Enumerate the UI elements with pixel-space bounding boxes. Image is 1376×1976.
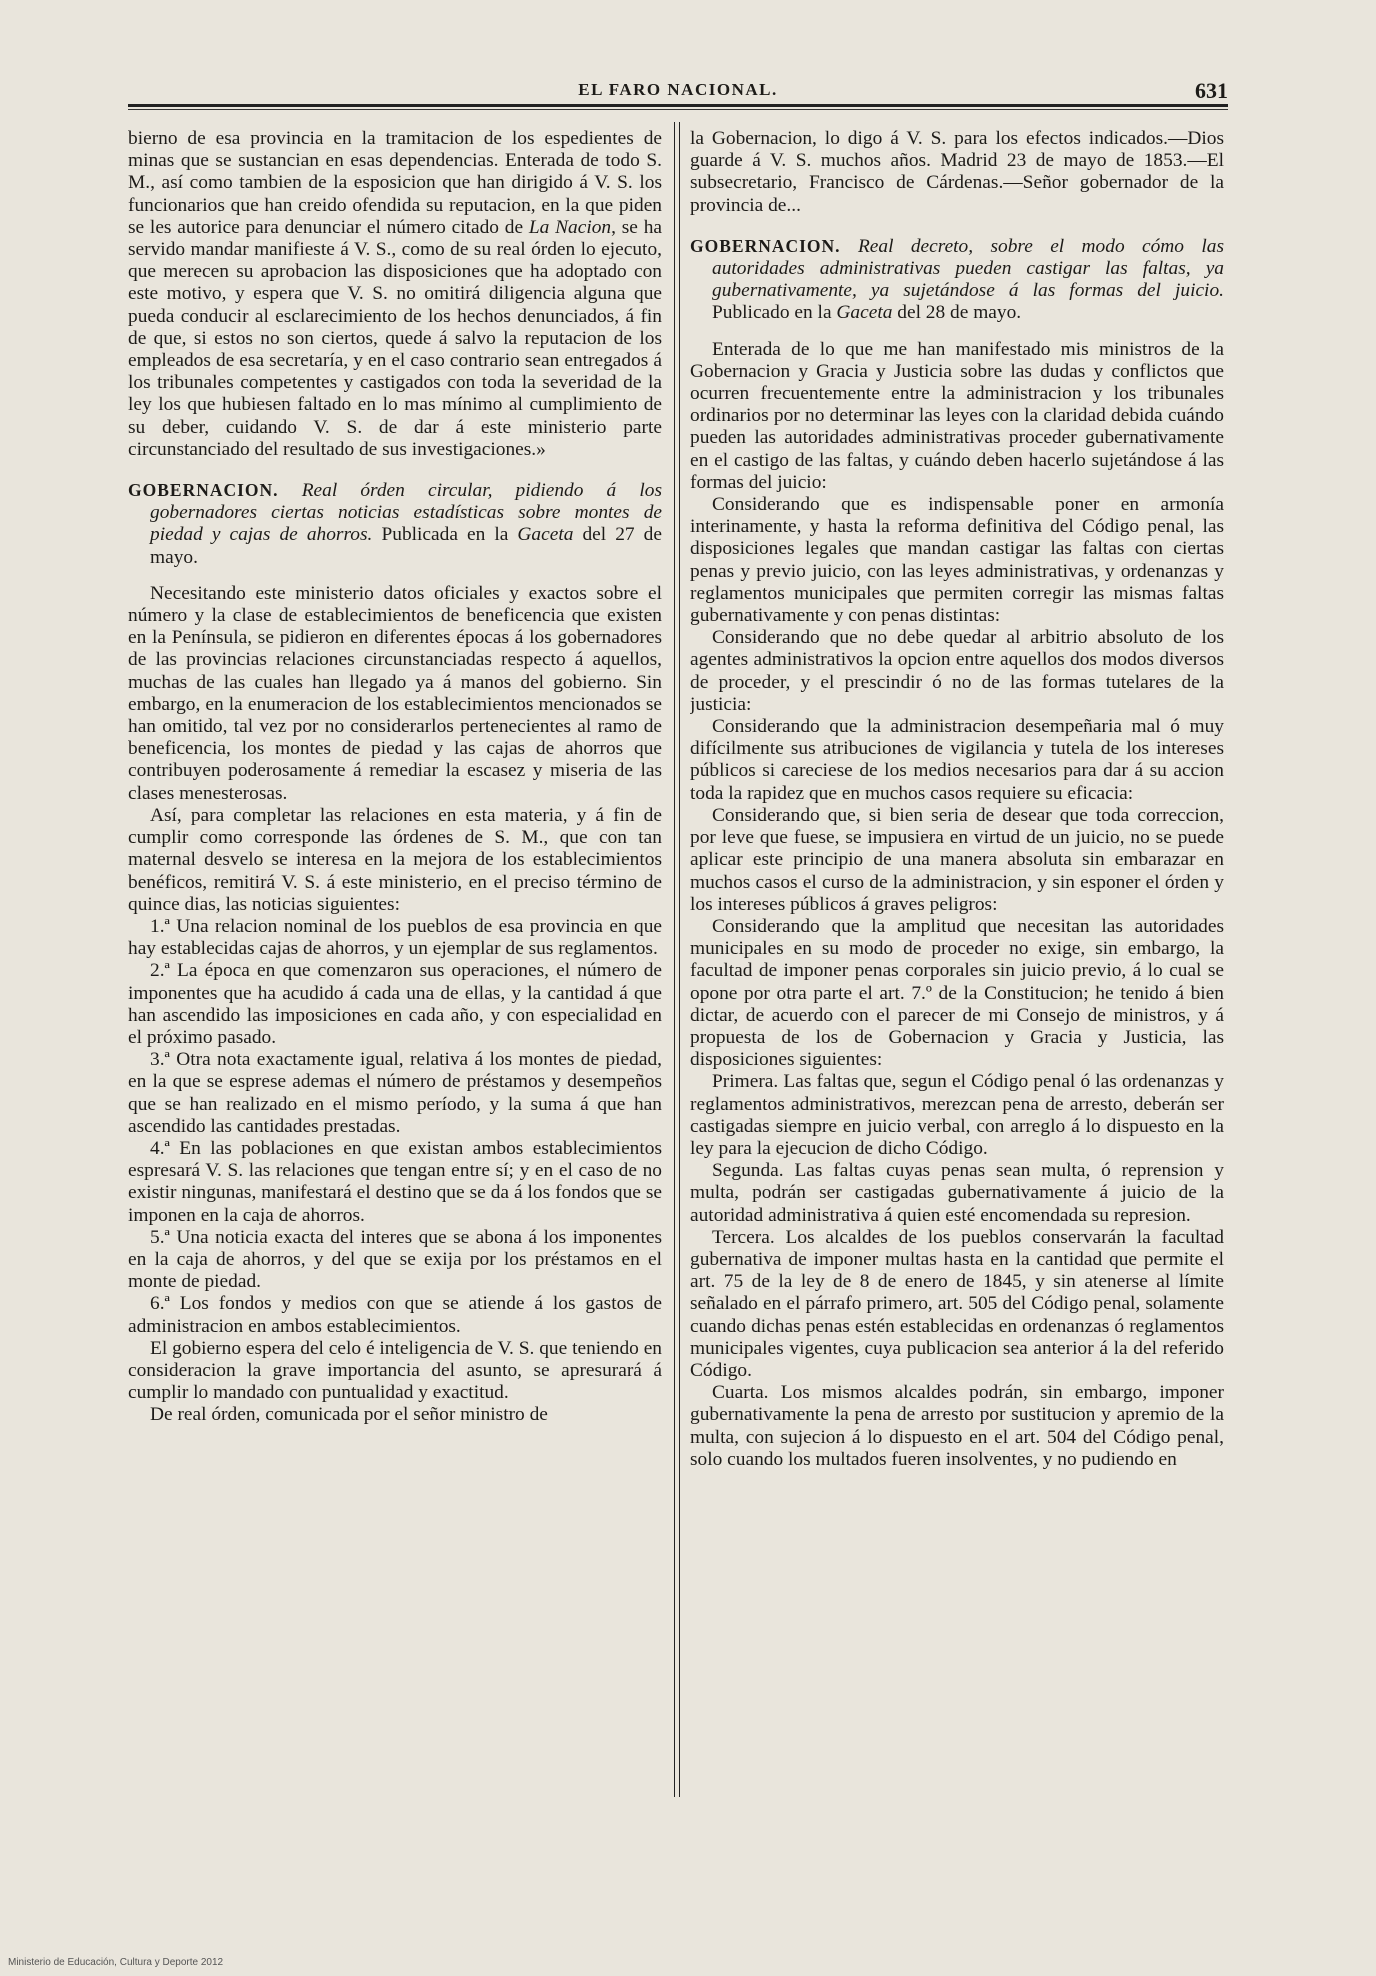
- heading-label: GOBERNACION.: [690, 235, 841, 256]
- body-paragraph: De real órden, comunicada por el señor ministro de: [150, 1404, 548, 1426]
- header-rule-thin: [128, 109, 1228, 110]
- section-heading-decree: [690, 235, 1224, 325]
- intro-text-continued: , se ha servido mandar manifieste á V. S., como de su real órden lo ejecuto, que merecen su aprobacion las disposiciones que ha adoptado con este motivo, y espera que V. S. no omitirá diligencia alguna que pueda conducir al esclarecimiento de los hechos denunciados, á fin de que, si estos no son ciertos, quede á salvo la reputacion de los empleados de esa secretaría, y en el caso contrario sean entregados á los tribunales competentes y castigados con toda la severidad de la ley los que hubiesen faltado en lo mas mínimo al cumplimiento de su deber, cuidando V. S. de dar á este ministerio parte circunstanciado del resultado de sus investigaciones.»: [128, 216, 662, 460]
- heading-pub: Publicada en la: [381, 524, 509, 546]
- list-item: 2.ª La época en que comenzaron sus operaciones, el número de imponentes que ha acudido á cada una de ellas, y la cantidad á que han ascendido las imposiciones en cada año, y con especialidad en el próximo pasado.: [128, 960, 662, 1048]
- right-column: [690, 128, 1224, 1800]
- heading-pub: Publicado en la: [712, 302, 832, 324]
- heading-pub-gazette: Gaceta: [517, 524, 574, 546]
- body-paragraph: Considerando que, si bien seria de desear que toda correccion, por leve que fuese, se impusiera en virtud de un juicio, no se puede aplicar este principio de una manera absoluta sin embarazar en muchos casos el curso de la administracion, y sin esponer el órden y los intereses públicos á graves peligros:: [690, 804, 1224, 915]
- newspaper-title: EL FARO NACIONAL.: [578, 80, 778, 99]
- article-paragraph: Cuarta. Los mismos alcaldes podrán, sin embargo, imponer gubernativamente la pena de arresto por sustitucion y apremio de la multa, con sujecion á lo dispuesto en el art. 504 del Código penal, solo cuando los multados fueren insolventes, y no pudiendo en: [690, 1382, 1224, 1470]
- body-paragraph: El gobierno espera del celo é inteligencia de V. S. que teniendo en consideracion la grave importancia del asunto, se apresurará á cumplir lo mandado con puntualidad y exactitud.: [128, 1337, 662, 1404]
- article-paragraph: Tercera. Los alcaldes de los pueblos conservarán la facultad gubernativa de imponer multas hasta en la cantidad que permite el art. 75 de la ley de 8 de enero de 1845, y sin atenerse al límite señalado en el párrafo primero, art. 505 del Código penal, solamente cuando dichas penas estén establecidas en ordenanzas ó reglamentos municipales vigentes, cuya publicacion sea anterior á la del referido Código.: [690, 1226, 1224, 1381]
- heading-pub-date: del 27 de mayo.: [150, 524, 662, 568]
- list-item: 4.ª En las poblaciones en que existan ambos establecimientos espresará V. S. las relaciones que tengan entre sí; y en el caso de no existir ningunas, manifestará el destino que se da á los fondos que se imponen en la caja de ahorros.: [128, 1137, 662, 1226]
- body-paragraph: Considerando que es indispensable poner en armonía interinamente, y hasta la reforma definitiva del Código penal, las disposiciones legales que mandan castigar las faltas con ciertas penas y previo juicio, con las leyes administrativas, y ordenanzas y reglamentos municipales que permiten corregir las mismas faltas gubernativamente y con penas distintas:: [690, 494, 1224, 627]
- page-number: 631: [1195, 78, 1228, 103]
- intro-paragraph: [128, 128, 662, 461]
- heading-title: Real decreto, sobre el modo cómo las autoridades administrativas pueden castigar las faltas, ya gubernativamente, ya sujetándose á las formas del juicio.: [712, 235, 1224, 302]
- heading-pub-gazette: Gaceta: [836, 302, 893, 324]
- heading-label: GOBERNACION.: [128, 480, 279, 501]
- body-paragraph: Considerando que la administracion desempeñaria mal ó muy difícilmente sus atribuciones de vigilancia y tutela de los intereses públicos si careciese de los medios necesarios para dar á su accion toda la rapidez que en muchos casos requiere su eficacia:: [690, 716, 1224, 804]
- list-item: 5.ª Una noticia exacta del interes que se abona á los imponentes en la caja de ahorros, y del que se exija por los préstamos en el monte de piedad.: [128, 1226, 662, 1293]
- list-item: 1.ª Una relacion nominal de los pueblos de esa provincia en que hay establecidas cajas de ahorros, y un ejemplar de sus reglamentos.: [128, 915, 662, 960]
- intro-newspaper-name: La Nacion: [528, 216, 612, 238]
- intro-text: bierno de esa provincia en la tramitacion de los espedientes de minas que se sustancian en esas dependencias. Enterada de todo S. M., así como tambien de la esposicion que han dirigido á V. S. los funcionarios que han creido ofendida su reputacion, en la que piden se les autorice para denunciar el número citado de: [128, 128, 662, 238]
- header-rule: [128, 104, 1228, 107]
- body-paragraph: Considerando que la amplitud que necesitan las autoridades municipales en su modo de proceder no exige, sin embargo, la facultad de imponer penas corporales sin juicio previo, á lo cual se opone por otra parte el art. 7.º de la Constitucion; he tenido á bien dictar, de acuerdo con el parecer de mi Consejo de ministros, y á propuesta de los de Gobernacion y Gracia y Justicia, las disposiciones siguientes:: [690, 915, 1224, 1071]
- list-item: 6.ª Los fondos y medios con que se atiende á los gastos de administracion en ambos establecimientos.: [128, 1293, 662, 1337]
- body-paragraph: la Gobernacion, lo digo á V. S. para los efectos indicados.—Dios guarde á V. S. muchos años. Madrid 23 de mayo de 1853.—El subsecretario, Francisco de Cárdenas.—Señor gobernador de la provincia de...: [690, 128, 1224, 216]
- article-paragraph: Primera. Las faltas que, segun el Código penal ó las ordenanzas y reglamentos administrativos, merezcan pena de arresto, deberán ser castigadas siempre en juicio verbal, con arreglo á lo dispuesto en la ley para la ejecucion de dicho Código.: [690, 1071, 1224, 1159]
- article-paragraph: Segunda. Las faltas cuyas penas sean multa, ó reprension y multa, podrán ser castigadas gubernativamente á juicio de la autoridad administrativa á quien esté encomendada su represion.: [690, 1160, 1224, 1226]
- body-paragraph: Enterada de lo que me han manifestado mis ministros de la Gobernacion y Gracia y Justicia sobre las dudas y conflictos que ocurren frecuentemente entre la administracion y los tribunales ordinarios por no determinar las leyes con la claridad debida cuándo pueden las autoridades administrativas proceder gubernativamente en el castigo de las faltas, y cuándo deben hacerlo sujetándose á las formas del juicio:: [690, 338, 1224, 493]
- body-paragraph: Necesitando este ministerio datos oficiales y exactos sobre el número y la clase de establecimientos de beneficencia que existen en la Península, se pidieron en diferentes épocas á los gobernadores de las provincias relaciones circunstanciadas respecto á aquellos, muchas de las cuales han llegado ya á manos del gobierno. Sin embargo, en la enumeracion de los establecimientos mencionados se han omitido, tal vez por no considerarlos pertenecientes al ramo de beneficencia, los montes de piedad y las cajas de ahorros que contribuyen poderosamente á remediar la escasez y miseria de las clases menesterosas.: [128, 582, 662, 804]
- heading-pub-date: del 28 de mayo.: [897, 302, 1022, 324]
- left-column: [128, 128, 662, 1800]
- heading-title: Real órden circular, pidiendo á los gobernadores ciertas noticias estadísticas sobre montes de piedad y cajas de ahorros.: [150, 480, 662, 546]
- footer-credit: Ministerio de Educación, Cultura y Deporte 2012: [8, 1957, 224, 1968]
- body-paragraph: Considerando que no debe quedar al arbitrio absoluto de los agentes administrativos la opcion entre aquellos dos modos diversos de proceder, y el prescindir ó no de las formas tutelares de la justicia:: [690, 627, 1224, 715]
- section-heading-circular: [128, 479, 662, 569]
- column-divider: [674, 122, 680, 1797]
- body-paragraph: Así, para completar las relaciones en esta materia, y á fin de cumplir como corresponde las órdenes de S. M., que con tan maternal desvelo se interesa en la mejora de los establecimientos benéficos, remitirá V. S. á este ministerio, en el preciso término de quince dias, las noticias siguientes:: [128, 804, 662, 915]
- list-item: 3.ª Otra nota exactamente igual, relativa á los montes de piedad, en la que se esprese ademas el número de préstamos y desempeños que se han realizado en el mismo período, y la suma á que han ascendido las cantidades prestadas.: [128, 1049, 662, 1137]
